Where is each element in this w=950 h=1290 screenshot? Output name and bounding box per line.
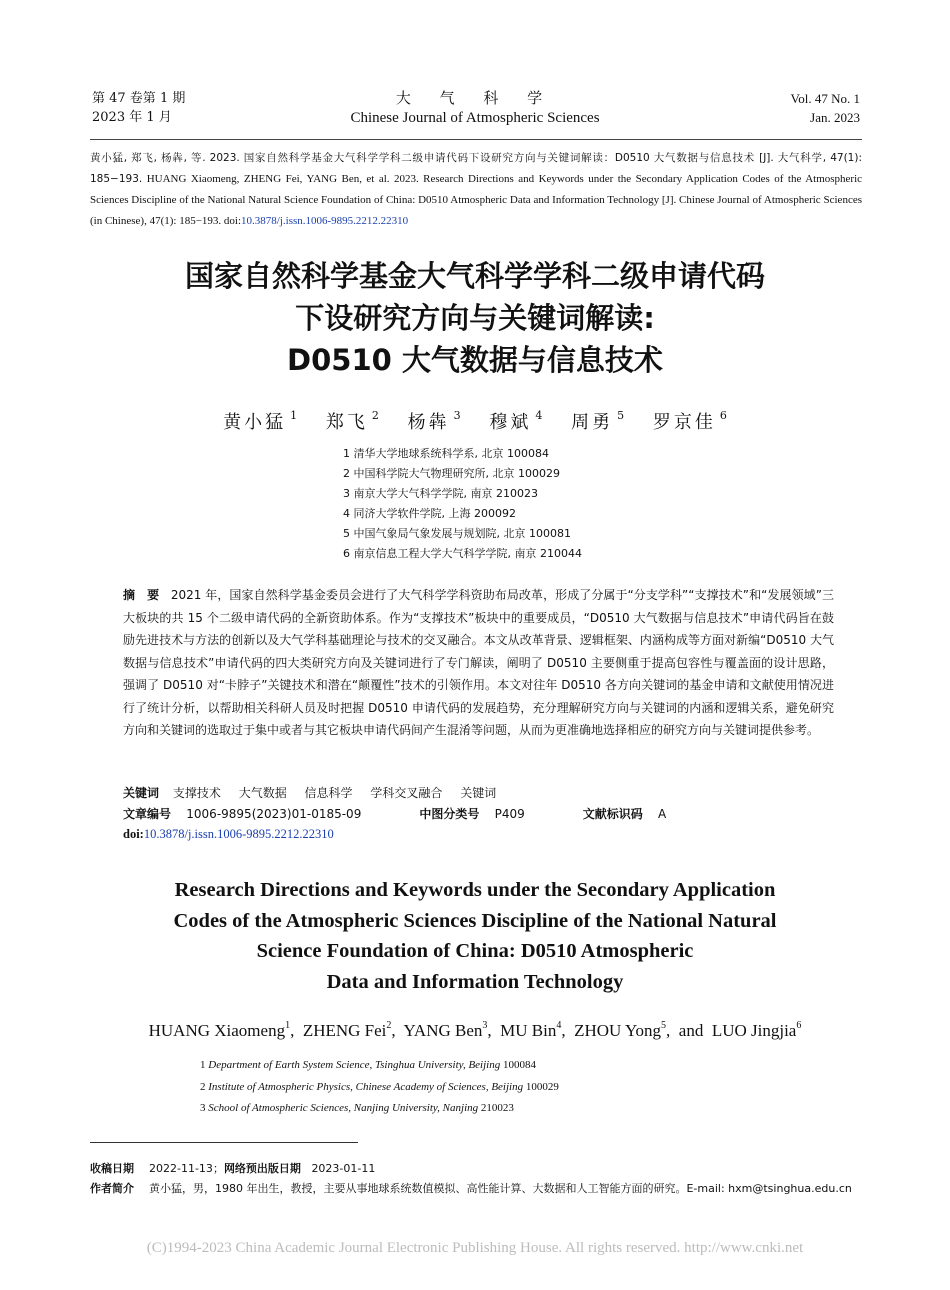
affiliation-cn: 4 同济大学软件学院, 上海 200092 [343,507,516,520]
author-cn: 黄小猛 $^1$ [223,409,298,433]
authors-and: and [678,1021,704,1040]
title-en-line: Codes of the Atmospheric Sciences Discipline of the National Natural [173,909,777,932]
keyword: 支撑技术 [172,786,221,800]
article-no: 1006-9895(2023)01-0185-09 [186,807,362,821]
copyright-watermark: (C)1994-2023 China Academic Journal Electronic Publishing House. All rights reserved. http://www.cnki.net [146,1240,804,1256]
footnote-dates: 收稿日期 2022-11-13；网络预出版日期 2023-01-11 [90,1159,862,1179]
affiliations-cn [343,444,582,564]
title-cn-line: D0510 大气数据与信息技术 [287,343,663,377]
article-no-label: 文章编号 [123,807,172,821]
affiliation-en: 3 School of Atmospheric Sciences, Nanjing University, Nanjing 210023 [200,1102,514,1114]
page-title-en [0,875,950,997]
citation-cn: 黄小猛, 郑飞, 杨犇, 等. 2023. 国家自然科学基金大气科学学科二级申请代码下设研究方向与关键词解读：D0510 大气数据与信息技术 [J]. 大气科学, 47(1): 185−193. [90,152,862,185]
keywords-label: 关键词 [123,786,160,800]
bio-text: 黄小猛，男，1980 年出生，教授，主要从事地球系统数值模拟、高性能计算、大数据和人工智能方面的研究。E-mail: hxm@tsinghua.edu.cn [149,1182,852,1195]
citation-block [90,148,862,232]
authors-en: HUANG Xiaomeng$^1$, ZHENG Fei$^2$, YANG Ben$^3$, MU Bin$^4$, ZHOU Yong$^5$, and LUO Jingjia$^6$ [148,1020,802,1040]
clc-label: 中图分类号 [419,807,480,821]
page-title-cn [0,255,950,381]
journal-name-en: Chinese Journal of Atmospheric Sciences [350,110,600,126]
citation-doi-link[interactable]: 10.3878/j.issn.1006-9895.2212.22310 [241,215,409,227]
author-en: HUANG Xiaomeng$^1$ [148,1020,291,1040]
affiliation-cn: 1 清华大学地球系统科学系, 北京 100084 [343,447,549,460]
bio-label: 作者简介 [90,1182,134,1195]
author-en: LUO Jingjia$^6$ [711,1020,802,1040]
clc-code: P409 [494,807,525,821]
issue-cn: 第 47 卷第 1 期 [92,91,186,106]
footnote-divider [90,1142,358,1143]
author-cn: 杨犇 $^3$ [407,409,461,433]
keyword: 关键词 [460,786,497,800]
author-en: ZHOU Yong$^5$ [574,1020,667,1040]
author-cn: 周勇 $^5$ [571,409,625,433]
received-label: 收稿日期 [90,1162,134,1175]
footnote [90,1159,862,1199]
author-en: MU Bin$^4$ [500,1020,562,1040]
abstract-label: 摘 要 [123,588,160,602]
affiliation-cn: 3 南京大学大气科学学院, 南京 210023 [343,487,538,500]
date-cn: 2023 年 1 月 [92,110,172,125]
affiliation-cn: 6 南京信息工程大学大气科学学院, 南京 210044 [343,547,582,560]
author-en: YANG Ben$^3$ [403,1020,488,1040]
keyword: 学科交叉融合 [370,786,443,800]
online-label: 网络预出版日期 [223,1162,301,1175]
date-en: Jan. 2023 [810,110,860,125]
abstract [123,584,834,742]
author-en: ZHENG Fei$^2$ [302,1020,392,1040]
journal-name-cn: 大 气 科 学 [395,89,555,107]
authors-cn [0,408,950,434]
abstract-text: 2021 年，国家自然科学基金委员会进行了大气科学学科资助布局改革，形成了分属于“分支学科”“支撑技术”和“发展领域”三大板块的共 15 个二级申请代码的全新资助体系。作为“支撑技术”板块中的重要成员，“D0510 大气数据与信息技术”申请代码旨在鼓励先进技术与方法的创新以及大气学科基础理论与技术的交叉融合。本文从改革背景、逻辑框架、内涵构成等方面对新编“D0510 大气数据与信息技术”申请代码的四大类研究方向及关键词进行了专门解读，阐明了 D0510 主要侧重于提高包容性与覆盖面的设计思路，强调了 D0510 对“卡脖子”关键技术和潜在“颠覆性”技术的引领作用。本文对往年 D0510 各方向关键词的基金申请和文献使用情况进行了统计分析，以帮助相关科研人员及时把握 D0510 申请代码的发展趋势，充分理解研究方向与关键词的内涵和逻辑关系，避免研究方向和关键词的选取过于集中或者与其它板块申请代码间产生混淆等问题，从而为更准确地选择相应的研究方向与关键词提供参考。 [123,588,834,737]
doc-code: A [658,807,667,821]
received-date: 2022-11-13 [149,1162,213,1175]
online-date: 2023-01-11 [311,1162,376,1175]
article-meta [123,804,666,824]
title-en-line: Data and Information Technology [326,970,624,993]
vol-en: Vol. 47 No. 1 [790,91,860,106]
title-cn-line: 下设研究方向与关键词解读: [295,301,655,335]
keyword: 大气数据 [238,786,287,800]
doi-link[interactable]: 10.3878/j.issn.1006-9895.2212.22310 [143,827,334,841]
citation-en: HUANG Xiaomeng, ZHENG Fei, YANG Ben, et al. 2023. Research Directions and Keywords under the Secondary Application Codes of the Atmospheric Sciences Discipline of the National Natural Science Foundation of China: D0510 Atmospheric Data and Information Technology [J]. Chinese Journal of Atmospheric Sciences (in Chinese), 47(1): 185−193. doi: [90,173,863,227]
keywords [123,783,510,803]
affiliations-en [200,1055,559,1120]
journal-issue-en [791,89,860,127]
affiliation-en: 2 Institute of Atmospheric Physics, Chinese Academy of Sciences, Beijing 100029 [200,1080,559,1093]
title-cn-line: 国家自然科学基金大气科学学科二级申请代码 [184,259,765,293]
doi-label: doi: [123,827,144,841]
author-cn: 郑飞 $^2$ [325,409,379,433]
affiliation-cn: 5 中国气象局气象发展与规划院, 北京 100081 [343,527,571,540]
affiliation-cn: 2 中国科学院大气物理研究所, 北京 100029 [343,467,560,480]
doc-code-label: 文献标识码 [582,807,643,821]
doi-line [123,827,334,842]
author-cn: 罗京佳 $^6$ [652,409,727,433]
title-en-line: Research Directions and Keywords under the Secondary Application [174,879,776,901]
title-en-line: Science Foundation of China: D0510 Atmospheric [256,940,694,962]
affiliation-en: 1 Department of Earth System Science, Tsinghua University, Beijing 100084 [200,1059,536,1071]
author-cn: 穆斌 $^4$ [489,409,543,433]
keyword: 信息科学 [304,786,353,800]
footnote-bio [90,1179,862,1199]
header-divider [90,139,862,140]
